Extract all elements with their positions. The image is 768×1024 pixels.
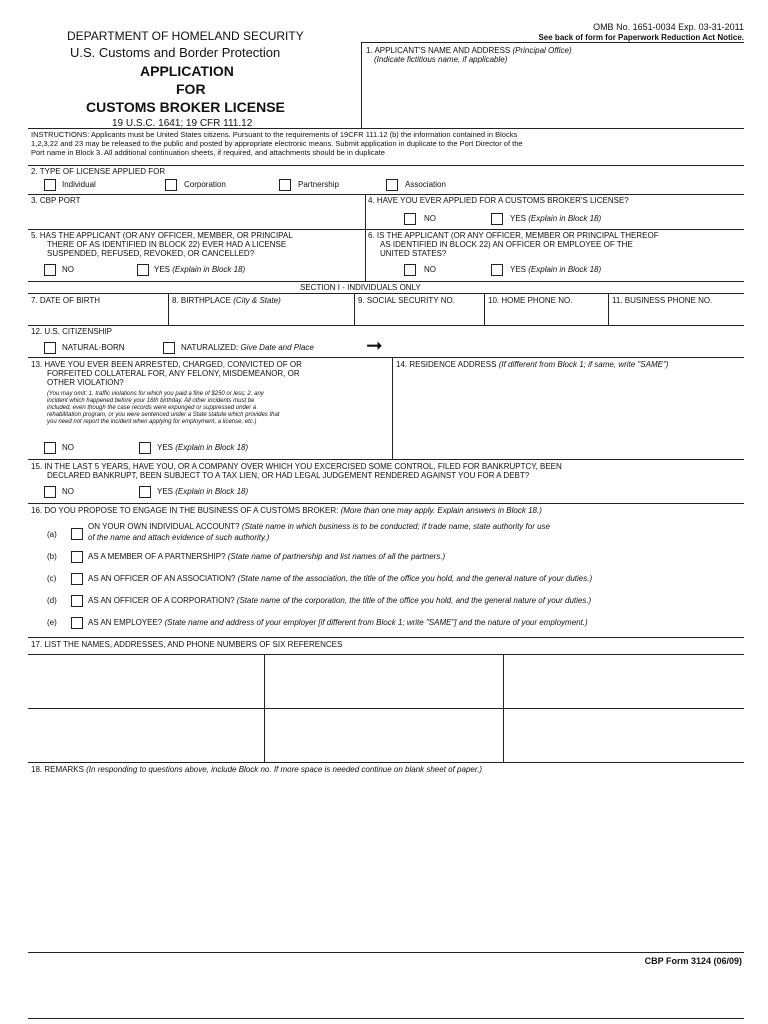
- line-instructions-top: [28, 128, 744, 129]
- line-section1-top: [28, 281, 744, 282]
- remarks-field[interactable]: [29, 778, 743, 950]
- option-e-checkbox[interactable]: [71, 617, 83, 629]
- block6-line3: UNITED STATES?: [380, 249, 447, 258]
- block13-no-checkbox[interactable]: [44, 442, 56, 454]
- block1-top-line: [361, 42, 744, 43]
- natural-born-checkbox[interactable]: [44, 342, 56, 354]
- block5-yes-checkbox[interactable]: [137, 264, 149, 276]
- block15-no-checkbox[interactable]: [44, 486, 56, 498]
- line-row7-top: [28, 293, 744, 294]
- block6-line2: AS IDENTIFIED IN BLOCK 22) AN OFFICER OR EMPLOYEE OF THE: [380, 240, 633, 249]
- block13-line3: OTHER VIOLATION?: [47, 378, 124, 387]
- block5-yes-note: (Explain in Block 18): [172, 265, 246, 274]
- option-e-text: AS AN EMPLOYEE?: [88, 618, 163, 627]
- block12-label: 12. U.S. CITIZENSHIP: [31, 327, 112, 336]
- row7-divider-1: [168, 293, 169, 325]
- paperwork-notice: See back of form for Paperwork Reduction Act Notice.: [538, 33, 744, 42]
- block13-note4: rehabilitation program, or you were sentenced under a State statute which provides that: [47, 412, 280, 418]
- block9-label: 9. SOCIAL SECURITY NO.: [358, 296, 455, 305]
- arrow-right-icon: ➞: [366, 335, 383, 357]
- line-block3-top: [28, 194, 744, 195]
- line-block2-top: [28, 165, 744, 166]
- line-block15-top: [28, 459, 744, 460]
- block5-no-checkbox[interactable]: [44, 264, 56, 276]
- block16-label-note: (More than one may apply. Explain answers in Block 18.): [340, 506, 542, 515]
- reference-cell-5[interactable]: [265, 709, 502, 761]
- block15-line1: 15. IN THE LAST 5 YEARS, HAVE YOU, OR A COMPANY OVER WHICH YOU EXCERCISED SOME CONTROL, FILED FOR BANKRUPTCY, BEEN: [31, 462, 562, 471]
- department-name: DEPARTMENT OF HOMELAND SECURITY: [67, 29, 304, 43]
- block6-no-checkbox[interactable]: [404, 264, 416, 276]
- line-block17-top: [28, 637, 744, 638]
- block14-label: [396, 361, 668, 369]
- block6-line1: 6. IS THE APPLICANT (OR ANY OFFICER, MEMBER OR PRINCIPAL THEREOF: [368, 231, 659, 240]
- block5-line3: SUSPENDED, REFUSED, REVOKED, OR CANCELLED?: [47, 249, 255, 258]
- block7-label: 7. DATE OF BIRTH: [31, 296, 101, 305]
- block15-yes-text: YES: [157, 487, 174, 496]
- option-b-text: AS A MEMBER OF A PARTNERSHIP?: [88, 552, 226, 561]
- block5-no-label: NO: [62, 265, 74, 274]
- option-e-label: [88, 619, 588, 627]
- block4-yes-note: (Explain in Block 18): [528, 214, 602, 223]
- line-block16-top: [28, 503, 744, 504]
- option-b-note: (State name of partnership and list names of all the partners.): [227, 552, 446, 561]
- option-c-letter: (c): [47, 574, 57, 583]
- block13-yes-checkbox[interactable]: [139, 442, 151, 454]
- form-number: CBP Form 3124 (06/09): [644, 956, 742, 966]
- checkbox-partnership[interactable]: [279, 179, 291, 191]
- block4-no-label: NO: [424, 214, 436, 223]
- block13-line1: 13. HAVE YOU EVER BEEN ARRESTED, CHARGED, CONVICTED OF OR: [31, 360, 302, 369]
- reference-cell-2[interactable]: [265, 655, 502, 707]
- row7-divider-4: [608, 293, 609, 325]
- option-e-note: (State name and address of your employer [if different from Block 1; write "SAME"] and the nature of your employment.): [164, 618, 588, 627]
- block13-14-divider: [392, 357, 393, 459]
- block3-label: 3. CBP PORT: [31, 196, 81, 205]
- block13-note3: included, even though the case records were expunged or suppressed under a: [47, 405, 257, 411]
- option-a-label: [88, 523, 550, 531]
- block4-no-checkbox[interactable]: [404, 213, 416, 225]
- line-block5-top: [28, 229, 744, 230]
- reference-cell-6[interactable]: [504, 709, 743, 761]
- block17-label: 17. LIST THE NAMES, ADDRESSES, AND PHONE NUMBERS OF SIX REFERENCES: [31, 640, 343, 649]
- block4-label: 4. HAVE YOU EVER APPLIED FOR A CUSTOMS BROKER'S LICENSE?: [368, 196, 629, 205]
- block13-line2: FORFEITED COLLATERAL FOR, ANY FELONY, MISDEMEANOR, OR: [47, 369, 300, 378]
- block16-label: [31, 507, 542, 515]
- block5-yes-text: YES: [154, 265, 171, 274]
- agency-name: U.S. Customs and Border Protection: [70, 45, 281, 60]
- block18-label: [31, 766, 482, 774]
- instructions-line1: INSTRUCTIONS: Applicants must be United States citizens. Pursuant to the requirements of 19CFR 111.12 (b) the information contained in Blocks: [31, 130, 518, 139]
- block6-no-label: NO: [424, 265, 436, 274]
- block13-note5: you need not report the incident when applying for employment, a license, etc.): [47, 419, 257, 425]
- block14-label-text: 14. RESIDENCE ADDRESS: [396, 360, 497, 369]
- header-divider: [361, 42, 362, 128]
- block15-no-label: NO: [62, 487, 74, 496]
- line-block13-top: [28, 357, 744, 358]
- naturalized-checkbox[interactable]: [163, 342, 175, 354]
- block10-label: 10. HOME PHONE NO.: [488, 296, 573, 305]
- naturalized-note: Give Date and Place: [240, 343, 314, 352]
- form-title-line3: CUSTOMS BROKER LICENSE: [86, 99, 285, 115]
- checkbox-individual[interactable]: [44, 179, 56, 191]
- naturalized-label: [181, 344, 314, 352]
- checkbox-corporation[interactable]: [165, 179, 177, 191]
- block16-label-text: 16. DO YOU PROPOSE TO ENGAGE IN THE BUSINESS OF A CUSTOMS BROKER:: [31, 506, 339, 515]
- block13-note2: incident which happened before your 16th birthday. All other incidents must be: [47, 398, 255, 404]
- block1-label-text: 1. APPLICANT'S NAME AND ADDRESS: [366, 46, 511, 55]
- block13-yes-label: [157, 444, 248, 452]
- omb-number: OMB No. 1651-0034 Exp. 03-31-2011: [593, 22, 744, 32]
- row7-divider-2: [354, 293, 355, 325]
- block3-4-divider: [365, 194, 366, 281]
- option-d-checkbox[interactable]: [71, 595, 83, 607]
- block13-no-label: NO: [62, 443, 74, 452]
- block15-yes-label: [157, 488, 248, 496]
- instructions-line3: Port name in Block 3. All additional continuation sheets, if required, and attachments should be in duplicate: [31, 148, 385, 157]
- block6-yes-note: (Explain in Block 18): [528, 265, 602, 274]
- residence-address-field[interactable]: [395, 372, 741, 456]
- cbp-port-field[interactable]: [30, 207, 363, 227]
- option-c-checkbox[interactable]: [71, 573, 83, 585]
- block1-name-field[interactable]: [363, 66, 741, 126]
- block6-yes-checkbox[interactable]: [491, 264, 503, 276]
- option-d-letter: (d): [47, 596, 57, 605]
- row7-divider-3: [484, 293, 485, 325]
- option-b-letter: (b): [47, 552, 57, 561]
- block6-yes-text: YES: [510, 265, 527, 274]
- block18-label-note: (In responding to questions above, include Block no. If more space is needed continue on blank sheet of paper.): [86, 765, 483, 774]
- block13-yes-note: (Explain in Block 18): [175, 443, 249, 452]
- option-a-note1: (State name in which business is to be conducted; if trade name, state authority for use: [241, 522, 550, 531]
- block14-label-note: (If different from Block 1; if same, write "SAME"): [498, 360, 669, 369]
- option-a-note2: of the name and attach evidence of such authority.): [88, 533, 270, 542]
- option-d-note: (State name of the corporation, the title of the office you hold, and the general nature of your duties.): [236, 596, 592, 605]
- block8-label-text: 8. BIRTHPLACE: [172, 296, 231, 305]
- license-type-association: Association: [405, 180, 446, 189]
- option-c-text: AS AN OFFICER OF AN ASSOCIATION?: [88, 574, 236, 583]
- checkbox-association[interactable]: [386, 179, 398, 191]
- option-a-letter: (a): [47, 530, 57, 539]
- block6-yes-label: [510, 266, 601, 274]
- block13-yes-text: YES: [157, 443, 174, 452]
- block1-sub: (Indicate fictitious name, if applicable): [374, 55, 508, 64]
- naturalized-text: NATURALIZED:: [181, 343, 239, 352]
- form-title-line2: FOR: [176, 81, 206, 97]
- option-d-label: [88, 597, 591, 605]
- block4-yes-checkbox[interactable]: [491, 213, 503, 225]
- block18-label-text: 18. REMARKS: [31, 765, 84, 774]
- option-c-note: (State name of the association, the title of the office you hold, and the general nature of your duties.): [237, 574, 593, 583]
- natural-born-label: NATURAL-BORN: [62, 343, 125, 352]
- references-grid-bottom: [28, 762, 744, 763]
- instructions-line2: 1,2,3,22 and 23 may be released to the public and posted by appropriate electronic means. Submit application in duplicate to the Port Director of the: [31, 139, 523, 148]
- block15-yes-note: (Explain in Block 18): [175, 487, 249, 496]
- option-d-text: AS AN OFFICER OF A CORPORATION?: [88, 596, 235, 605]
- legal-citation: 19 U.S.C. 1641; 19 CFR 111.12: [112, 118, 253, 129]
- block8-label: [172, 297, 281, 305]
- block1-label-note: (Principal Office): [512, 46, 572, 55]
- block15-yes-checkbox[interactable]: [139, 486, 151, 498]
- section1-heading: SECTION I - INDIVIDUALS ONLY: [300, 283, 421, 292]
- reference-cell-3[interactable]: [504, 655, 743, 707]
- block11-label: 11. BUSINESS PHONE NO.: [612, 296, 713, 305]
- license-type-individual: Individual: [62, 180, 96, 189]
- option-c-label: [88, 575, 592, 583]
- block4-yes-label: [510, 215, 601, 223]
- option-b-label: [88, 553, 445, 561]
- block4-yes-text: YES: [510, 214, 527, 223]
- footer-line: [28, 952, 744, 953]
- license-type-partnership: Partnership: [298, 180, 339, 189]
- block8-label-note: (City & State): [233, 296, 281, 305]
- option-e-letter: (e): [47, 618, 57, 627]
- block13-note1: (You may omit: 1. traffic violations for which you paid a fine of $250 or less; 2. any: [47, 391, 264, 397]
- option-b-checkbox[interactable]: [71, 551, 83, 563]
- page-bottom-line: [28, 1018, 744, 1019]
- block15-line2: DECLARED BANKRUPT, BEEN SUBJECT TO A TAX LIEN, OR HAD LEGAL JUDGEMENT RENDERED AGAINST YOU FOR A DEBT?: [47, 471, 530, 480]
- license-type-corporation: Corporation: [184, 180, 226, 189]
- block2-label: 2. TYPE OF LICENSE APPLIED FOR: [31, 167, 166, 176]
- block5-line2: THERE OF AS IDENTIFIED IN BLOCK 22) EVER HAD A LICENSE: [47, 240, 287, 249]
- reference-cell-4[interactable]: [29, 709, 263, 761]
- block5-line1: 5. HAS THE APPLICANT (OR ANY OFFICER, MEMBER, OR PRINCIPAL: [31, 231, 293, 240]
- reference-cell-1[interactable]: [29, 655, 263, 707]
- line-block12-top: [28, 325, 744, 326]
- block5-yes-label: [154, 266, 245, 274]
- option-a-checkbox[interactable]: [71, 528, 83, 540]
- option-a-text: ON YOUR OWN INDIVIDUAL ACCOUNT?: [88, 522, 240, 531]
- form-title-line1: APPLICATION: [140, 63, 234, 79]
